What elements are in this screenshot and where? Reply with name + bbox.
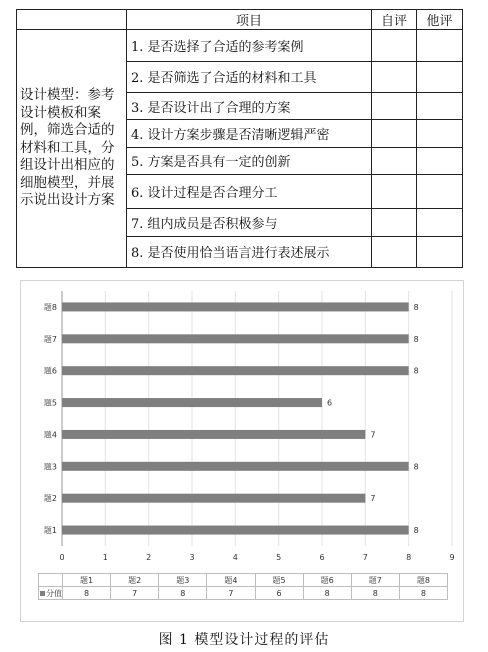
data-label: 8 <box>413 302 419 312</box>
bar <box>62 526 409 535</box>
data-table-category: 题6 <box>303 574 351 587</box>
data-table-category: 题8 <box>399 574 447 587</box>
y-category-label: 题5 <box>43 398 57 408</box>
data-table-corner <box>39 574 63 587</box>
y-category-label: 题2 <box>43 494 57 504</box>
item-2: 2. 是否筛选了合适的材料和工具 <box>127 61 372 92</box>
data-table-category: 题4 <box>207 574 255 587</box>
x-tick-label: 8 <box>406 553 412 562</box>
data-table-value: 8 <box>303 587 351 600</box>
data-label: 7 <box>370 494 376 504</box>
data-table-category: 题7 <box>351 574 399 587</box>
item-1: 1. 是否选择了合适的参考案例 <box>127 30 372 61</box>
data-table-series-label <box>39 587 63 600</box>
x-tick-label: 4 <box>232 553 238 562</box>
bar <box>62 494 365 503</box>
x-tick-label: 0 <box>59 553 65 562</box>
data-table-category: 题3 <box>159 574 207 587</box>
data-table-value: 8 <box>351 587 399 600</box>
y-category-label: 题1 <box>43 526 57 536</box>
self-eval-cell <box>372 174 417 208</box>
x-tick-label: 2 <box>146 553 152 562</box>
bar <box>62 462 409 471</box>
bar <box>62 366 409 375</box>
x-tick-label: 7 <box>362 553 368 562</box>
peer-eval-cell <box>417 147 463 174</box>
data-table-value: 8 <box>399 587 447 600</box>
x-tick-label: 5 <box>276 553 282 562</box>
data-table-header-row <box>39 574 448 587</box>
bar <box>62 430 365 439</box>
table-header-row <box>17 10 463 30</box>
self-eval-cell <box>372 30 417 61</box>
bar <box>62 334 409 343</box>
item-3: 3. 是否设计出了合理的方案 <box>127 92 372 119</box>
peer-eval-cell <box>417 61 463 92</box>
self-eval-cell <box>372 147 417 174</box>
data-table-value: 7 <box>207 587 255 600</box>
x-tick-label: 1 <box>102 553 108 562</box>
bar <box>62 302 409 311</box>
peer-eval-cell <box>417 209 463 236</box>
y-category-label: 题3 <box>43 462 57 472</box>
item-7: 7. 组内成员是否积极参与 <box>127 209 372 236</box>
self-eval-cell <box>372 61 417 92</box>
y-category-label: 题7 <box>43 334 57 344</box>
self-eval-cell <box>372 120 417 147</box>
y-category-label: 题4 <box>43 430 57 440</box>
data-table-value: 6 <box>255 587 303 600</box>
item-5: 5. 方案是否具有一定的创新 <box>127 147 372 174</box>
header-peer-eval: 他评 <box>417 10 463 30</box>
x-tick-label: 3 <box>189 553 195 562</box>
data-label: 8 <box>413 334 419 344</box>
data-table-value: 7 <box>111 587 159 600</box>
legend-swatch <box>40 591 45 596</box>
peer-eval-cell <box>417 236 463 267</box>
item-8: 8. 是否使用恰当语言进行表述展示 <box>127 236 372 267</box>
data-table-category: 题5 <box>255 574 303 587</box>
activity-description: 设计模型：参考设计模板和案例，筛选合适的材料和工具，分组设计出相应的细胞模型，并展示说出设计方案 <box>17 30 127 268</box>
bar <box>62 398 322 407</box>
data-label: 8 <box>413 366 419 376</box>
data-table-value: 8 <box>159 587 207 600</box>
data-table-series-name: 分值 <box>46 588 62 598</box>
x-tick-label: 9 <box>449 553 455 562</box>
y-category-label: 题8 <box>43 302 57 312</box>
data-table-value: 8 <box>63 587 111 600</box>
data-table-value-row <box>39 587 448 600</box>
chart-frame <box>20 280 464 622</box>
chart-data-table <box>38 573 448 600</box>
header-blank-cell <box>17 10 127 30</box>
peer-eval-cell <box>417 92 463 119</box>
peer-eval-cell <box>417 30 463 61</box>
data-label: 7 <box>370 430 376 440</box>
header-item: 项目 <box>127 10 372 30</box>
peer-eval-cell <box>417 174 463 208</box>
table-row <box>17 30 463 61</box>
data-label: 8 <box>413 526 419 536</box>
y-category-label: 题6 <box>43 366 57 376</box>
data-label: 6 <box>327 398 333 408</box>
data-label: 8 <box>413 462 419 472</box>
self-eval-cell <box>372 92 417 119</box>
bar-chart <box>21 281 463 621</box>
data-table-category: 题1 <box>63 574 111 587</box>
header-self-eval: 自评 <box>372 10 417 30</box>
self-eval-cell <box>372 209 417 236</box>
item-4: 4. 设计方案步骤是否清晰逻辑严密 <box>127 120 372 147</box>
x-tick-label: 6 <box>319 553 325 562</box>
self-eval-cell <box>372 236 417 267</box>
data-table-category: 题2 <box>111 574 159 587</box>
peer-eval-cell <box>417 120 463 147</box>
figure-caption: 图 1 模型设计过程的评估 <box>158 632 330 648</box>
evaluation-table <box>16 9 463 268</box>
item-6: 6. 设计过程是否合理分工 <box>127 174 372 208</box>
